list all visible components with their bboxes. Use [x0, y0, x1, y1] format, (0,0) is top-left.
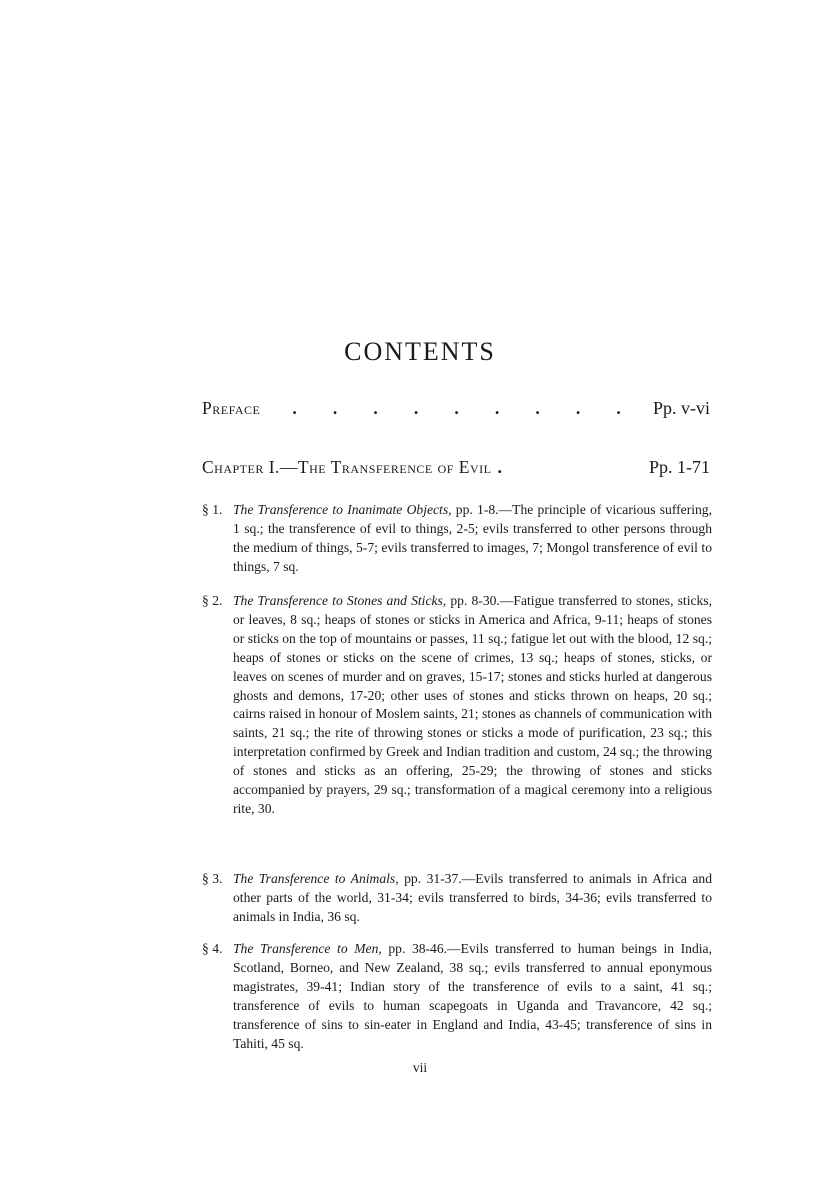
section-entry-2[interactable]	[202, 592, 712, 819]
toc-entry-chapter-1[interactable]	[202, 457, 710, 478]
section-entry-4[interactable]	[202, 940, 712, 1053]
section-number: § 4.	[202, 941, 223, 956]
toc-entry-label: Chapter I.—The Transference of Evil	[202, 457, 492, 477]
section-text: pp. 31-37.—Evils transferred to animals in Africa and other parts of the world, 31-34; evils transferred to birds, 34-36; evils transferred to animals in India, 36 sq.	[233, 871, 712, 924]
toc-entry-preface[interactable]	[202, 398, 710, 419]
section-number: § 3.	[202, 871, 223, 886]
section-number: § 1.	[202, 502, 223, 517]
toc-entry-label: Preface	[202, 398, 261, 418]
dot-leader: .	[497, 457, 502, 477]
toc-entry-pages: Pp. 1-71	[648, 457, 710, 477]
toc-entry-pages: Pp. v-vi	[652, 398, 710, 418]
section-number: § 2.	[202, 593, 223, 608]
section-title: The Transference to Men,	[233, 941, 382, 956]
section-entry-3[interactable]	[202, 870, 712, 927]
page-title: CONTENTS	[344, 337, 496, 366]
section-text: pp. 38-46.—Evils transferred to human beings in India, Scotland, Borneo, and New Zealand, 38 sq.; evils transferred to annual eponymous magistrates, 39-41; Indian story of the transference of evils to a saint, 41 sq.; transference of evils to human scapegoats in Uganda and Travancore, 42 sq.; transference of sins to sin-eater in England and India, 43-45; transference of sins in Tahiti, 45 sq.	[233, 941, 712, 1051]
section-text: pp. 8-30.—Fatigue transferred to stones, sticks, or leaves, 8 sq.; heaps of stones or sticks in America and Africa, 9-11; heaps of stones or sticks on the top of mountains or passes, 11 sq.; fatigue let out with the blood, 12 sq.; heaps of stones or sticks on the scene of crimes, 13 sq.; heaps of stones, sticks, or leaves on scenes of murder and on graves, 15-17; stones and sticks hurled at dangerous ghosts and demons, 17-20; other uses of stones and sticks thrown on heaps, 20 sq.; cairns raised in honour of Moslem saints, 21; stones as channels of communication with saints, 21 sq.; the rite of throwing stones or sticks a mode of purification, 23 sq.; this interpretation confirmed by Greek and Indian tradition and custom, 24 sq.; the throwing of stones and sticks as an offering, 25-29; the throwing of stones and sticks accompanied by prayers, 29 sq.; transformation of a magical ceremony into a religious rite, 30.	[233, 593, 712, 816]
section-title: The Transference to Stones and Sticks,	[233, 593, 447, 608]
section-title: The Transference to Inanimate Objects,	[233, 502, 452, 517]
dot-leader: . . . . . . . . .	[292, 398, 621, 418]
section-text: pp. 1-8.—The principle of vicarious suffering, 1 sq.; the transference of evil to things, 2-5; evils transferred to other persons through the medium of things, 5-7; evils transferred to images, 7; Mongol transference of evil to things, 7 sq.	[233, 502, 712, 574]
section-entry-1[interactable]	[202, 501, 712, 577]
page-number: vii	[412, 1060, 428, 1075]
section-title: The Transference to Animals,	[233, 871, 399, 886]
